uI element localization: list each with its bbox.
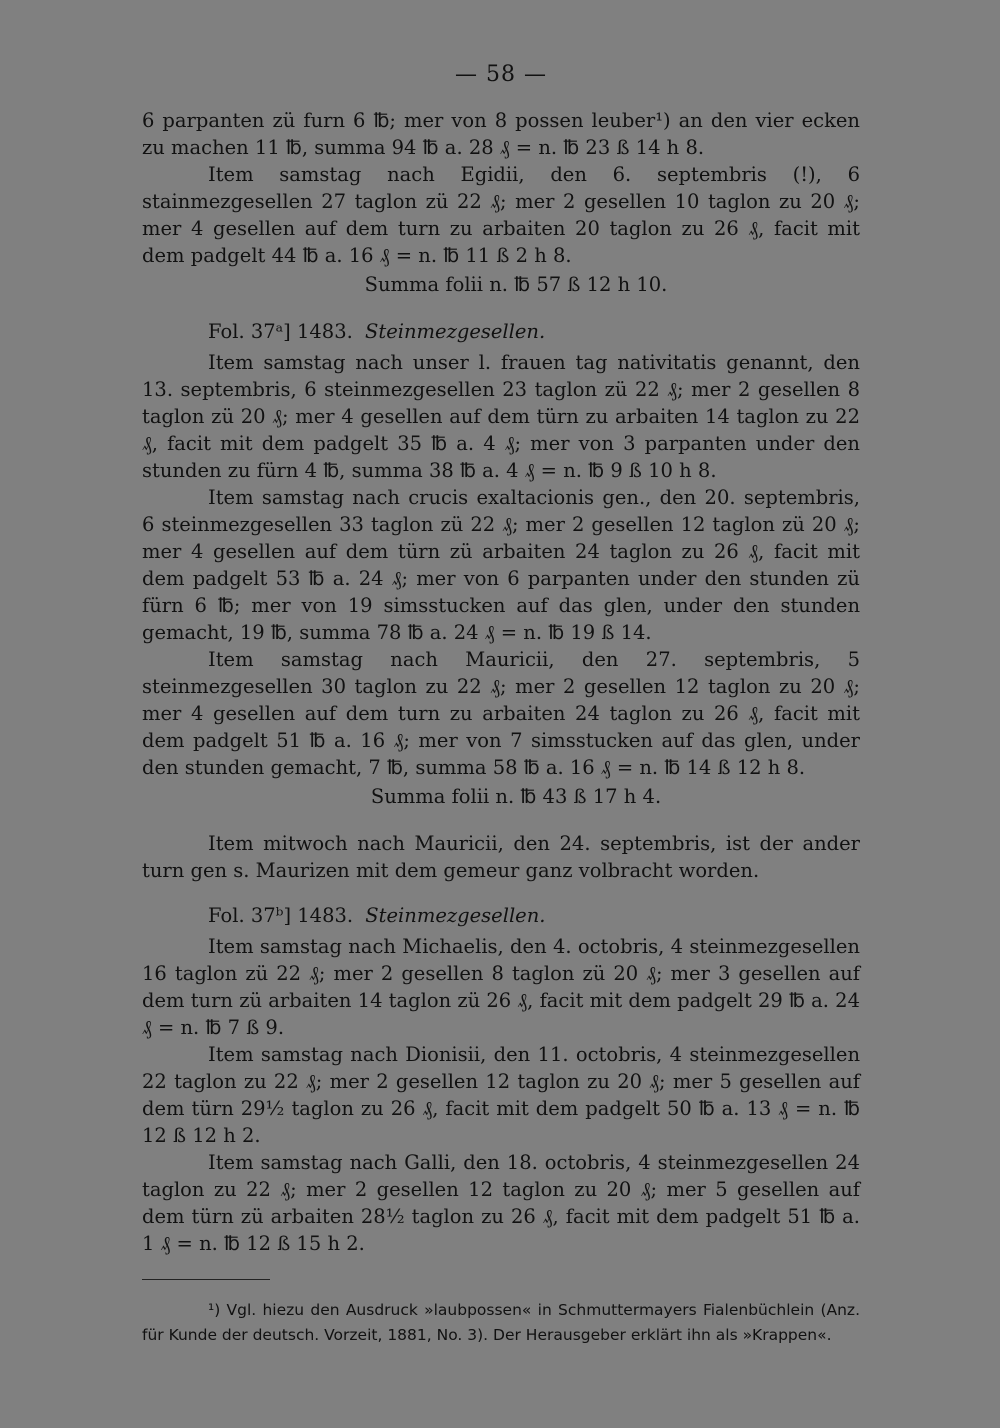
summa-folii: Summa folii n. ℔ 43 ß 17 h 4. <box>370 785 662 808</box>
paragraph: Item samstag nach Mauricii, den 27. septembris, 5 steinmezgesellen 30 taglon zu 22 ₰; mer 2 gesellen 12 taglon zu 20 ₰; mer 4 gesellen auf dem turn zu arbaiten 24 taglon zu 26 ₰, facit mit dem padgelt 51 ℔ a. 16 ₰; mer von 7 simsstucken auf das glen, under den stunden gemacht, 7 ℔, summa 58 ℔ a. 16 ₰ = n. ℔ 14 ß 12 h 8. <box>142 648 860 779</box>
paragraph: 6 parpanten zü furn 6 ℔; mer von 8 possen leuber¹) an den vier ecken zu machen 11 ℔, summa 94 ℔ a. 28 ₰ = n. ℔ 23 ß 14 h 8. <box>142 109 860 159</box>
folio-number: Fol. 37ᵇ] 1483. <box>208 904 354 927</box>
folio-number: Fol. 37ᵃ] 1483. <box>208 320 353 343</box>
spacer <box>142 884 860 898</box>
folio-title: Steinmezgesellen. <box>365 320 546 343</box>
paragraph: Item samstag nach unser l. frauen tag nativitatis genannt, den 13. septembris, 6 steinmezgesellen 23 taglon zü 22 ₰; mer 2 gesellen 8 taglon zü 20 ₰; mer 4 gesellen auf dem türn zu arbaiten 14 taglon zu 22 ₰, facit mit dem padgelt 35 ℔ a. 4 ₰; mer von 3 parpanten under den stunden zu fürn 4 ℔, summa 38 ℔ a. 4 ₰ = n. ℔ 9 ß 10 h 8. <box>142 351 860 482</box>
paragraph: Item samstag nach Dionisii, den 11. octobris, 4 steinmezgesellen 22 taglon zu 22 ₰; mer 2 gesellen 12 taglon zu 20 ₰; mer 5 gesellen auf dem türn 29½ taglon zu 26 ₰, facit mit dem padgelt 50 ℔ a. 13 ₰ = n. ℔ 12 ß 12 h 2. <box>142 1043 860 1147</box>
paragraph: Item mitwoch nach Mauricii, den 24. septembris, ist der ander turn gen s. Maurizen mit dem gemeur ganz volbracht worden. <box>142 832 860 882</box>
paragraph: Item samstag nach Michaelis, den 4. octobris, 4 steinmezgesellen 16 taglon zü 22 ₰; mer 2 gesellen 8 taglon zü 20 ₰; mer 3 gesellen auf dem turn zü arbaiten 14 taglon zü 26 ₰, facit mit dem padgelt 29 ℔ a. 24 ₰ = n. ℔ 7 ß 9. <box>142 935 860 1039</box>
footnote-divider <box>142 1279 270 1280</box>
footnote: ¹) Vgl. hiezu den Ausdruck »laubpossen« in Schmuttermayers Fialenbüchlein (Anz. für Kunde der deutsch. Vorzeit, 1881, No. 3). Der Herausgeber erklärt ihn als »Krappen«. <box>142 1301 860 1344</box>
folio-title: Steinmezgesellen. <box>365 904 546 927</box>
folio-heading <box>142 318 860 345</box>
paragraph: Item samstag nach crucis exaltacionis gen., den 20. septembris, 6 steinmezgesellen 33 taglon zü 22 ₰; mer 2 gesellen 12 taglon zü 20 ₰; mer 4 gesellen auf dem türn zü arbaiten 24 taglon zu 26 ₰, facit mit dem padgelt 53 ℔ a. 24 ₰; mer von 6 parpanten under den stunden zü fürn 6 ℔; mer von 19 simsstucken auf das glen, under den stunden gemacht, 19 ℔, summa 78 ℔ a. 24 ₰ = n. ℔ 19 ß 14. <box>142 486 860 644</box>
page-number-header: — 58 — <box>455 62 547 87</box>
paragraph: Item samstag nach Egidii, den 6. septembris (!), 6 stainmezgesellen 27 taglon zü 22 ₰; mer 2 gesellen 10 taglon zu 20 ₰; mer 4 gesellen auf dem turn zu arbaiten 20 taglon zu 26 ₰, facit mit dem padgelt 44 ℔ a. 16 ₰ = n. ℔ 11 ß 2 h 8. <box>142 163 860 267</box>
folio-heading <box>142 902 860 929</box>
paragraph: Item samstag nach Galli, den 18. octobris, 4 steinmezgesellen 24 taglon zu 22 ₰; mer 2 gesellen 12 taglon zu 20 ₰; mer 5 gesellen auf dem türn zü arbaiten 28½ taglon zu 26 ₰, facit mit dem padgelt 51 ℔ a. 1 ₰ = n. ℔ 12 ß 15 h 2. <box>142 1151 860 1255</box>
summa-folii: Summa folii n. ℔ 57 ß 12 h 10. <box>364 273 668 296</box>
